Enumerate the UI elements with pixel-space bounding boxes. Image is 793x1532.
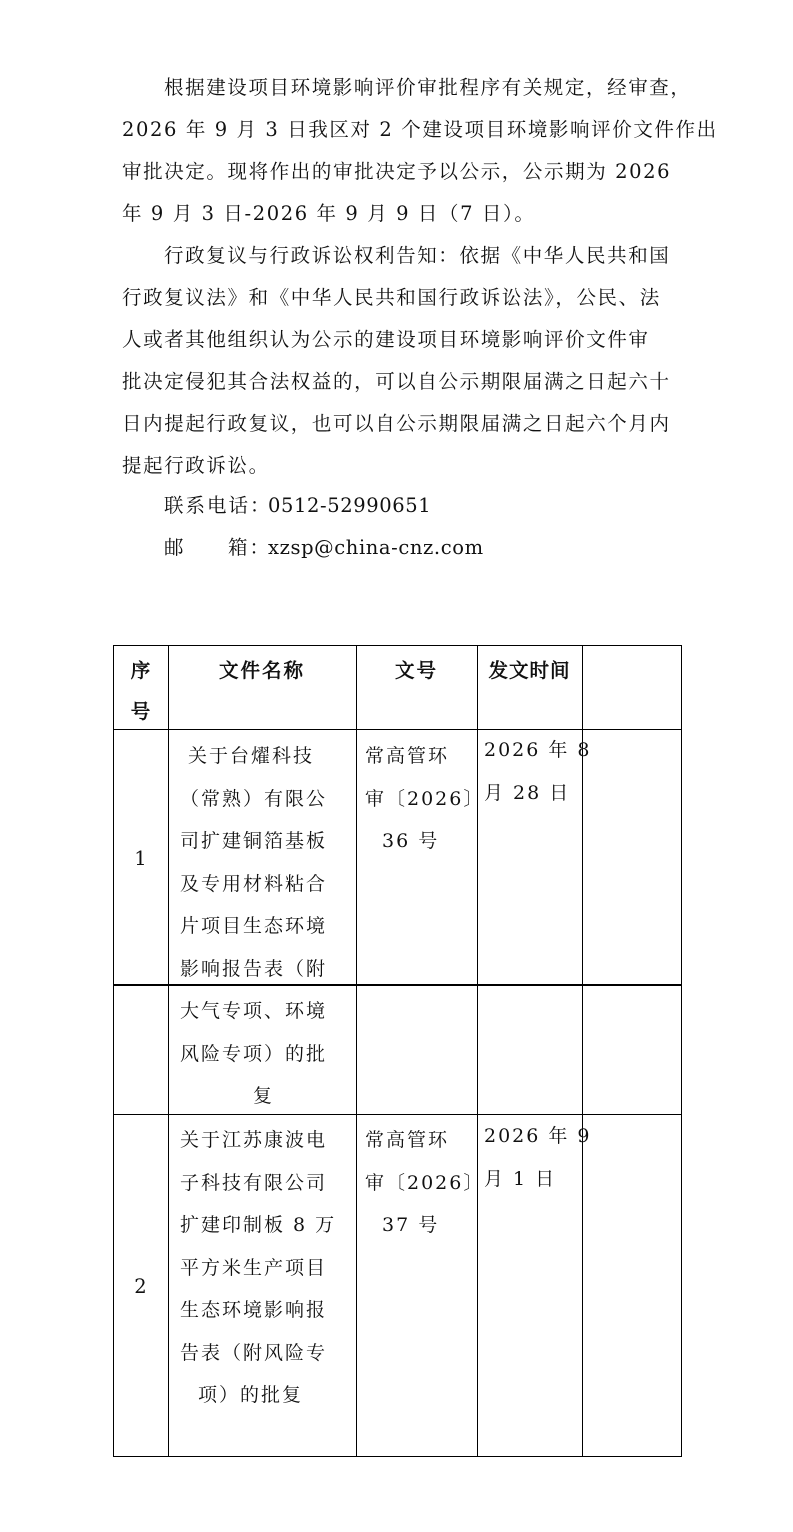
email-label-a: 邮 bbox=[164, 536, 184, 559]
row-2-doc-number bbox=[365, 1119, 484, 1247]
doc-number-line: 37 号 bbox=[382, 1214, 440, 1236]
phone-label: 联系电话： bbox=[164, 494, 272, 517]
phone-value: 0512-52990651 bbox=[268, 494, 432, 517]
doc-name-line: 片项目生态环境 bbox=[180, 915, 328, 937]
doc-name-line: 子科技有限公司 bbox=[180, 1171, 328, 1194]
paragraph-line: 2026 年 9 月 3 日我区对 2 个建设项目环境影响评价文件作出 bbox=[122, 118, 718, 141]
table-border-right bbox=[681, 645, 682, 1457]
doc-name-line: 平方米生产项目 bbox=[180, 1256, 328, 1279]
paragraph-line: 根据建设项目环境影响评价审批程序有关规定，经审查， bbox=[164, 76, 692, 99]
date-line: 月 1 日 bbox=[484, 1167, 557, 1190]
doc-name-line: 风险专项）的批 bbox=[180, 1042, 328, 1065]
doc-name-line: 告表（附风险专 bbox=[180, 1341, 328, 1364]
header-doc-number: 文号 bbox=[394, 659, 438, 682]
doc-name-line: 及专用材料粘合 bbox=[180, 872, 328, 895]
table-border-top bbox=[113, 645, 682, 646]
doc-name-line: 扩建印制板 8 万 bbox=[180, 1214, 337, 1236]
doc-number-line: 常高管环 bbox=[365, 1129, 450, 1151]
row-2-issue-date bbox=[484, 1115, 592, 1200]
doc-name-line: 影响报告表（附 bbox=[180, 957, 328, 980]
date-line: 2026 年 8 bbox=[484, 739, 592, 761]
paragraph-line: 人或者其他组织认为公示的建设项目环境影响评价文件审 bbox=[122, 328, 650, 351]
paragraph-line: 提起行政诉讼。 bbox=[122, 454, 270, 477]
paragraph-line: 行政复议法》和《中华人民共和国行政诉讼法》，公民、法 bbox=[122, 286, 661, 309]
doc-name-line: 大气专项、环境 bbox=[180, 1000, 328, 1022]
row-1-seq: 1 bbox=[134, 847, 147, 870]
doc-name-line: 项）的批复 bbox=[198, 1384, 304, 1406]
date-line: 2026 年 9 bbox=[484, 1125, 592, 1147]
table-header-bottom bbox=[113, 729, 682, 730]
row-1-issue-date bbox=[484, 729, 592, 814]
row-2-doc-name bbox=[180, 1119, 336, 1417]
doc-name-line: （常熟）有限公 bbox=[180, 787, 328, 810]
row-1-doc-number bbox=[365, 735, 484, 863]
doc-number-line: 常高管环 bbox=[365, 745, 450, 767]
doc-name-line: 司扩建铜箔基板 bbox=[180, 830, 328, 852]
row-2-seq: 2 bbox=[134, 1275, 147, 1298]
table-col-divider bbox=[356, 645, 357, 1457]
paragraph-line: 批决定侵犯其合法权益的，可以自公示期限届满之日起六十 bbox=[122, 370, 671, 393]
paragraph-line: 行政复议与行政诉讼权利告知：依据《中华人民共和国 bbox=[164, 244, 671, 267]
table-border-left bbox=[113, 645, 114, 1457]
header-seq-2: 号 bbox=[130, 700, 151, 723]
doc-name-line: 生态环境影响报 bbox=[180, 1299, 328, 1321]
paragraph-line: 日内提起行政复议，也可以自公示期限届满之日起六个月内 bbox=[122, 412, 671, 435]
header-seq-1: 序 bbox=[130, 659, 151, 682]
table-border-bottom bbox=[113, 1456, 682, 1457]
row-1-doc-name bbox=[180, 735, 327, 990]
doc-number-line: 36 号 bbox=[382, 830, 440, 852]
table-col-divider bbox=[168, 645, 169, 1457]
doc-name-line: 复 bbox=[253, 1085, 275, 1107]
doc-number-line: 审〔2026〕 bbox=[365, 787, 485, 810]
approval-table bbox=[113, 645, 682, 1457]
doc-number-line: 审〔2026〕 bbox=[365, 1171, 485, 1194]
header-doc-name: 文件名称 bbox=[218, 659, 305, 682]
email-label-b: 箱： bbox=[228, 536, 272, 559]
doc-name-line: 关于台燿科技 bbox=[188, 745, 315, 767]
email-value[interactable]: xzsp@china-cnz.com bbox=[268, 536, 484, 559]
row-1-doc-name-continued bbox=[180, 990, 327, 1118]
header-issue-date: 发文时间 bbox=[488, 659, 571, 682]
paragraph-line: 年 9 月 3 日-2026 年 9 月 9 日（7 日）。 bbox=[122, 202, 536, 225]
paragraph-line: 审批决定。现将作出的审批决定予以公示，公示期为 2026 bbox=[122, 160, 672, 183]
date-line: 月 28 日 bbox=[484, 781, 571, 804]
doc-name-line: 关于江苏康波电 bbox=[180, 1129, 328, 1151]
